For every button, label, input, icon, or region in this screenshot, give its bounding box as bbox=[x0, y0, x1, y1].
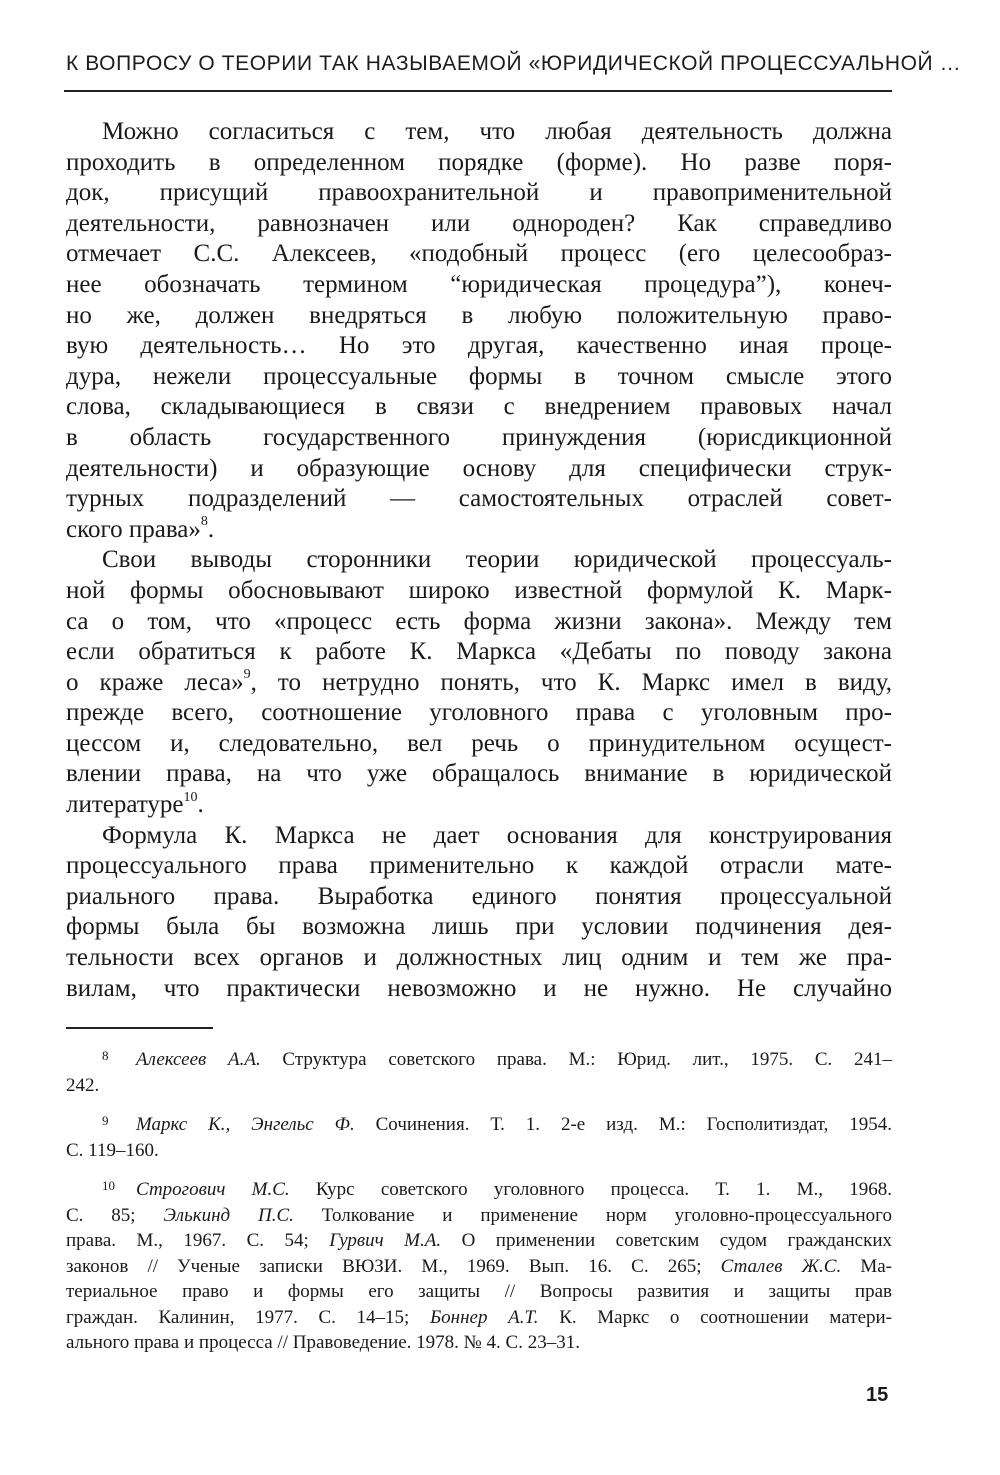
text-line: в область государственного принуждения (юрисдикционной bbox=[66, 423, 892, 451]
text-line: Формула К. Маркса не дает основания для конструирования bbox=[102, 821, 892, 849]
footnote-text: О применении советским судом гражданских bbox=[441, 1230, 892, 1251]
footnote-line: 242. bbox=[66, 1074, 100, 1096]
text-line: риального права. Выработка единого понятия процессуальной bbox=[66, 882, 892, 910]
page-number: 15 bbox=[866, 1384, 889, 1406]
text-line: ского права»$^8$. bbox=[66, 514, 215, 543]
text-line: дура, нежели процессуальные формы в точном смысле этого bbox=[66, 362, 892, 390]
line-text: литературе bbox=[66, 791, 184, 819]
text-line: са о том, что «процесс есть форма жизни закона». Между тем bbox=[66, 607, 892, 635]
text-line: Свои выводы сторонники теории юридической процессуаль- bbox=[102, 546, 892, 574]
footnote-line bbox=[66, 1108, 892, 1138]
footnote-author: Сталев Ж.С. bbox=[720, 1255, 842, 1277]
text-line: тельности всех органов и должностных лиц одним и тем же пра- bbox=[66, 944, 892, 972]
footnote-text: К. Маркс о соотношении матери- bbox=[538, 1306, 892, 1328]
text-line: но же, должен внедряться в любую положительную право- bbox=[66, 301, 892, 329]
text-line: процессуального права применительно к каждой отрасли мате- bbox=[66, 852, 892, 880]
text-line: вилам, что практически невозможно и не нужно. Не случайно bbox=[66, 974, 892, 1002]
footnote-line: териальное право и формы его защиты // Вопросы развития и защиты прав bbox=[66, 1281, 892, 1302]
text-line: цессом и, следовательно, вел речь о принудительном осущест- bbox=[66, 729, 892, 757]
footnote-8 bbox=[66, 1043, 892, 1098]
footnote-author: Элькинд П.С. bbox=[163, 1204, 294, 1226]
text-line: деятельности) и образующие основу для специфически струк- bbox=[66, 454, 892, 482]
footnote-ref-10[interactable]: 10 bbox=[183, 789, 198, 805]
footnote-10 bbox=[66, 1173, 892, 1356]
footnote-text: права. М., 1967. С. 54; bbox=[66, 1230, 330, 1251]
footnote-text: Структура советского права. М.: Юрид. лит., 1975. С. 241– bbox=[260, 1049, 892, 1070]
footnote-line bbox=[66, 1254, 892, 1280]
line-text: о краже леса» bbox=[66, 668, 244, 696]
text-line: вую деятельность… Но это другая, качественно иная проце- bbox=[66, 332, 892, 360]
footnote-author: Гурвич М.А. bbox=[329, 1230, 442, 1251]
footnote-ref-9[interactable]: 9 bbox=[243, 667, 251, 683]
text-line: ной формы обосновывают широко известной формулой К. Марк- bbox=[66, 576, 892, 604]
paragraph-1 bbox=[66, 117, 892, 545]
footnote-text: Толкование и применение норм уголовно-процессуального bbox=[293, 1204, 893, 1226]
text-line: влении права, на что уже обращалось внимание в юридической bbox=[66, 760, 892, 788]
footnote-number: 10 bbox=[102, 1178, 115, 1193]
footnote-line bbox=[66, 1305, 892, 1331]
text-line: слова, складывающиеся в связи с внедрением правовых начал bbox=[66, 393, 892, 421]
text-line: турных подразделений — самостоятельных отраслей совет- bbox=[66, 485, 892, 513]
footnote-line: ального права и процесса // Правоведение. 1978. № 4. С. 23–31. bbox=[66, 1332, 580, 1353]
footnotes bbox=[66, 1043, 892, 1366]
footnote-text: Ма- bbox=[841, 1255, 892, 1277]
footnote-author: Строгович М.С. bbox=[136, 1179, 290, 1200]
text-line: док, присущий правоохранительной и правоприменительной bbox=[66, 179, 892, 207]
line-text: , то нетрудно понять, что К. Маркс имел в виду, bbox=[250, 668, 893, 696]
text-line: нее обозначать термином “юридическая процедура”), конеч- bbox=[66, 270, 892, 298]
text-line: проходить в определенном порядке (форме). Но разве поря- bbox=[66, 148, 892, 176]
paragraph-3 bbox=[66, 821, 892, 1005]
text-line bbox=[66, 668, 892, 699]
footnote-line bbox=[66, 1173, 892, 1203]
text-line: деятельности, равнозначен или однороден? Как справедливо bbox=[66, 209, 892, 237]
line-text: ского права» bbox=[66, 515, 201, 543]
footnote-line bbox=[66, 1228, 892, 1254]
footnote-separator bbox=[66, 1027, 213, 1029]
text-line: прежде всего, соотношение уголовного права с уголовным про- bbox=[66, 699, 892, 727]
footnote-author: Маркс К., Энгельс Ф. bbox=[136, 1114, 355, 1135]
footnote-number: 8 bbox=[102, 1048, 109, 1063]
running-header: К ВОПРОСУ О ТЕОРИИ ТАК НАЗЫВАЕМОЙ «ЮРИДИЧЕСКОЙ ПРОЦЕССУАЛЬНОЙ … bbox=[66, 52, 962, 75]
footnote-text: граждан. Калинин, 1977. С. 14–15; bbox=[66, 1306, 430, 1328]
text-line: если обратиться к работе К. Маркса «Дебаты по поводу закона bbox=[66, 638, 892, 666]
footnote-9 bbox=[66, 1108, 892, 1163]
footnote-line bbox=[66, 1203, 892, 1229]
text-line: Можно согласиться с тем, что любая деятельность должна bbox=[102, 118, 892, 145]
footnote-author: Алексеев А.А. bbox=[136, 1049, 261, 1070]
footnote-text: С. 85; bbox=[66, 1204, 164, 1226]
footnote-text: Сочинения. Т. 1. 2-е изд. М.: Госполитиздат, 1954. bbox=[354, 1114, 893, 1135]
footnote-text: Курс советского уголовного процесса. Т. 1. М., 1968. bbox=[289, 1179, 892, 1200]
footnote-text: законов // Ученые записки ВЮЗИ. М., 1969. Вып. 16. С. 265; bbox=[66, 1255, 721, 1277]
footnote-ref-8[interactable]: 8 bbox=[200, 514, 208, 530]
text-line: отмечает С.С. Алексеев, «подобный процесс (его целесообраз- bbox=[66, 240, 892, 268]
text-line: литературе$^{10}$. bbox=[66, 789, 204, 819]
footnote-line: С. 119–160. bbox=[66, 1139, 159, 1161]
footnote-author: Боннер А.Т. bbox=[429, 1306, 539, 1328]
footnote-number: 9 bbox=[102, 1113, 109, 1128]
text-line: формы была бы возможна лишь при условии подчинения дея- bbox=[66, 913, 892, 941]
footnote-line bbox=[66, 1043, 892, 1073]
main-text bbox=[66, 117, 892, 1004]
paragraph-2 bbox=[66, 545, 892, 820]
header-rule bbox=[64, 90, 892, 92]
